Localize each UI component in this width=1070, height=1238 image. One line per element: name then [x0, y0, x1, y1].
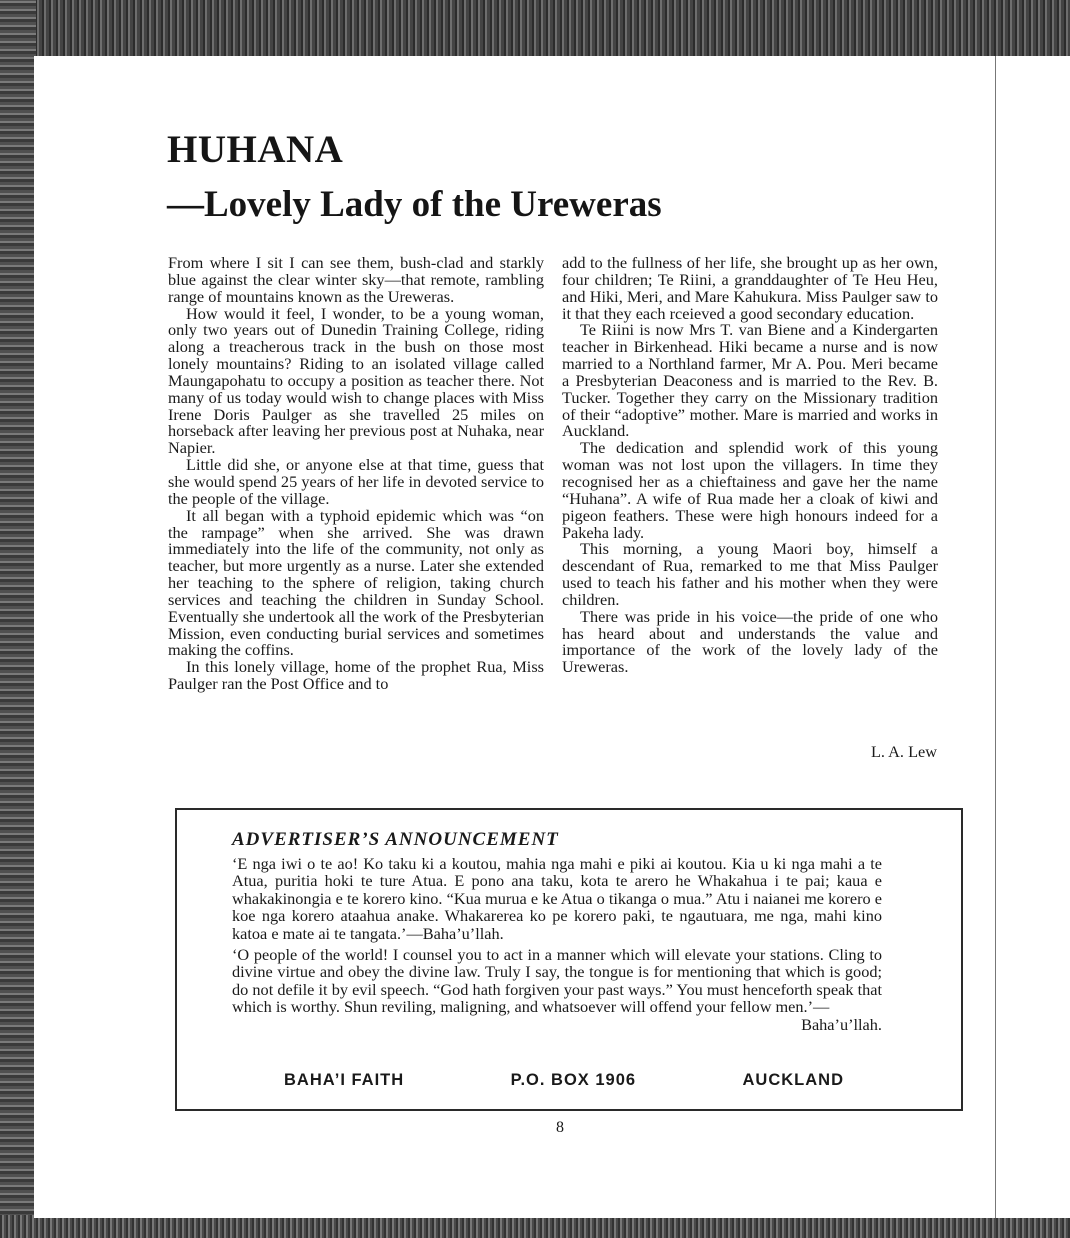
advertisement-footer	[284, 1071, 844, 1090]
article-paragraph: Te Riini is now Mrs T. van Biene and a Kindergarten teacher in Birkenhead. Hiki became a nurse and is now married to a Northland farmer, Mr A. Pou. Meri became a Presbyterian Deaconess and is married to the Rev. B. Tucker. Together they carry on the Missionary tradition of their “adoptive” mother. Mare is married and works in Auckland.	[562, 320, 938, 441]
article-paragraph: From where I sit I can see them, bush-clad and starkly blue against the clear winter sky—that remote, rambling range of mountains known as the Ureweras.	[168, 253, 544, 306]
scan-border-left	[0, 0, 36, 1238]
article-author: L. A. Lew	[870, 742, 937, 761]
article-paragraph: The dedication and splendid work of this young woman was not lost upon the villagers. In time they recognised her as a chieftainess and gave her the name “Huhana”. A wife of Rua made her a cloak of kiwi and pigeon feathers. These were high honours indeed for a Pakeha lady.	[562, 438, 938, 542]
page-number: 8	[556, 1119, 564, 1136]
article-paragraph: There was pride in his voice—the pride of one who has heard about and understands the value and importance of the work of the lovely lady of the Ureweras.	[562, 606, 938, 677]
advertisement-heading: ADVERTISER’S ANNOUNCEMENT	[232, 829, 559, 850]
article-paragraph: It all began with a typhoid epidemic which was “on the rampage” when she arrived. She was drawn immediately into the life of the community, not only as teacher, but more urgently as a nurse. Later she extended her teaching to the sphere of religion, taking church services and teaching the children in Sunday School. Eventually she undertook all the work of the Presbyterian Mission, even conducting burial services and sometimes making the coffins.	[168, 505, 544, 660]
scan-border-top	[0, 0, 1070, 60]
article-subtitle: —Lovely Lady of the Ureweras	[167, 184, 662, 225]
page-fold-edge	[995, 56, 996, 1218]
footer-organisation: BAHA’I FAITH	[284, 1071, 405, 1089]
article-paragraph: How would it feel, I wonder, to be a young woman, only two years out of Dunedin Training College, riding along a treacherous track in the bush on those most lonely mountains? Riding to an isolated village called Maungapohatu to occupy a position as teacher there. Not many of us today would wish to change places with Miss Irene Doris Paulger as she travelled 25 miles on horseback after leaving her previous post at Nuhaka, near Napier.	[168, 303, 544, 458]
footer-city: AUCKLAND	[742, 1071, 844, 1089]
article-paragraph: Little did she, or anyone else at that time, guess that she would spend 25 years of her life in devoted service to the people of the village.	[168, 455, 544, 508]
quote-english: ‘O people of the world! I counsel you to act in a manner which will elevate your stations. Cling to divine virtue and obey the divine law. Truly I say, the tongue is for mentioning that which is good; do not defile it by evil speech. “God hath forgiven your past ways.” You must henceforth speak that which is worthy. Shun reviling, maligning, and whatsoever will offend your fellow men.’—	[232, 945, 882, 1017]
quote-maori: ‘E nga iwi o te ao! Ko taku ki a koutou, mahia nga mahi e piki ai koutou. Kia u ki nga mahi a te Atua, puritia hoki te ture Atua. E pono ana taku, kota te arero he Whakahua i te pai; kaua e whakakinongia e te korero kino. “Kua murua e ke Atua o tikanga o mua.” Atu i naianei me korero e koe nga korero ataahua anake. Whakarerea ko pe korero paki, te ngautuara, me nga, mahi kino katoa e mate ai te tangata.’—Baha’u’llah.	[232, 854, 882, 943]
scan-border-bottom	[0, 1215, 1070, 1238]
footer-po-box: P.O. BOX 1906	[510, 1071, 637, 1089]
quote-attribution: Baha’u’llah.	[801, 1014, 882, 1034]
article-paragraph: add to the fullness of her life, she brought up as her own, four children; Te Riini, a granddaughter of Te Heu Heu, and Hiki, Meri, and Mare Kahukura. Miss Paulger saw to it that they each rceieved a good secondary education.	[562, 253, 938, 323]
article-column-left	[168, 255, 544, 693]
article-title: HUHANA	[167, 128, 344, 171]
advertisement-body	[232, 855, 882, 1033]
article-column-right	[562, 255, 938, 676]
article-paragraph: This morning, a young Maori boy, himself a descendant of Rua, remarked to me that Miss Paulger used to teach his father and his mother when they were children.	[562, 539, 938, 609]
article-paragraph: In this lonely village, home of the prophet Rua, Miss Paulger ran the Post Office and to	[168, 657, 544, 694]
